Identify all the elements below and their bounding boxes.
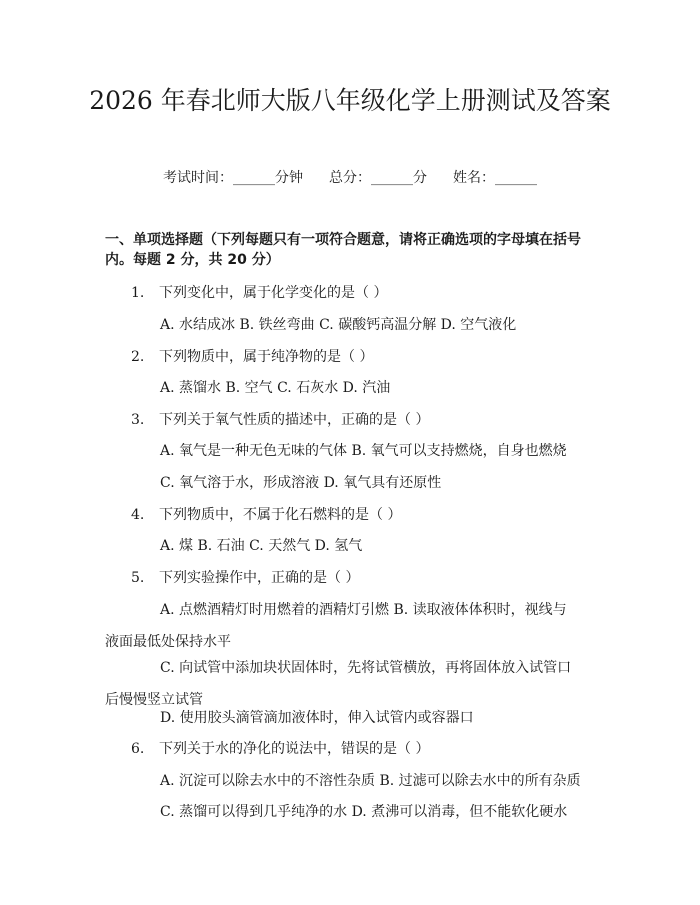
question-stem: 下列实验操作中，正确的是（ ） [159, 570, 360, 586]
question-5-option-d: D. 使用胶头滴管滴加液体时，伸入试管内或容器口 [160, 710, 474, 726]
student-name-field: 姓名：______ [453, 170, 537, 186]
exam-time-field: 考试时间：______分钟 [163, 170, 303, 186]
question-3-options-ab: A. 氧气是一种无色无味的气体 B. 氧气可以支持燃烧，自身也燃烧 [160, 443, 567, 459]
question-6-options-cd: C. 蒸馏可以得到几乎纯净的水 D. 煮沸可以消毒，但不能软化硬水 [160, 804, 568, 820]
document-title: 2026 年春北师大版八年级化学上册测试及答案 [89, 86, 611, 115]
question-stem: 下列关于氧气性质的描述中，正确的是（ ） [159, 412, 430, 428]
question-number: 3. [131, 412, 145, 428]
question-5-option-c: C. 向试管中添加块状固体时，先将试管横放，再将固体放入试管口后慢慢竖立试管 [105, 660, 572, 708]
question-5 [131, 568, 359, 588]
question-4 [131, 505, 401, 525]
question-stem: 下列关于水的净化的说法中，错误的是（ ） [159, 741, 430, 757]
question-1 [131, 283, 387, 303]
question-5-options-ab: A. 点燃酒精灯时用燃着的酒精灯引燃 B. 读取液体体积时，视线与液面最低处保持水平 [105, 602, 567, 650]
question-2 [131, 347, 373, 367]
question-stem: 下列物质中，不属于化石燃料的是（ ） [159, 507, 402, 523]
question-4-options: A. 煤 B. 石油 C. 天然气 D. 氢气 [160, 538, 363, 554]
question-1-options: A. 水结成冰 B. 铁丝弯曲 C. 碳酸钙高温分解 D. 空气液化 [160, 317, 517, 333]
question-stem: 下列物质中，属于纯净物的是（ ） [159, 349, 374, 365]
section-heading: 一、单项选择题（下列每题只有一项符合题意，请将正确选项的字母填在括号内。每题 2 分，共 20 分） [105, 232, 581, 268]
question-6-options-ab: A. 沉淀可以除去水中的不溶性杂质 B. 过滤可以除去水中的所有杂质 [160, 773, 581, 789]
total-score-field: 总分：______分 [329, 170, 427, 186]
question-stem: 下列变化中，属于化学变化的是（ ） [159, 285, 388, 301]
question-6 [131, 739, 429, 759]
question-number: 4. [131, 507, 145, 523]
question-number: 5. [131, 570, 145, 586]
exam-info-line [0, 168, 700, 188]
question-number: 1. [131, 285, 145, 301]
question-2-options: A. 蒸馏水 B. 空气 C. 石灰水 D. 汽油 [160, 380, 391, 396]
question-number: 6. [131, 741, 145, 757]
question-number: 2. [131, 349, 145, 365]
question-3 [131, 410, 429, 430]
question-3-options-cd: C. 氧气溶于水，形成溶液 D. 氧气具有还原性 [160, 475, 442, 491]
